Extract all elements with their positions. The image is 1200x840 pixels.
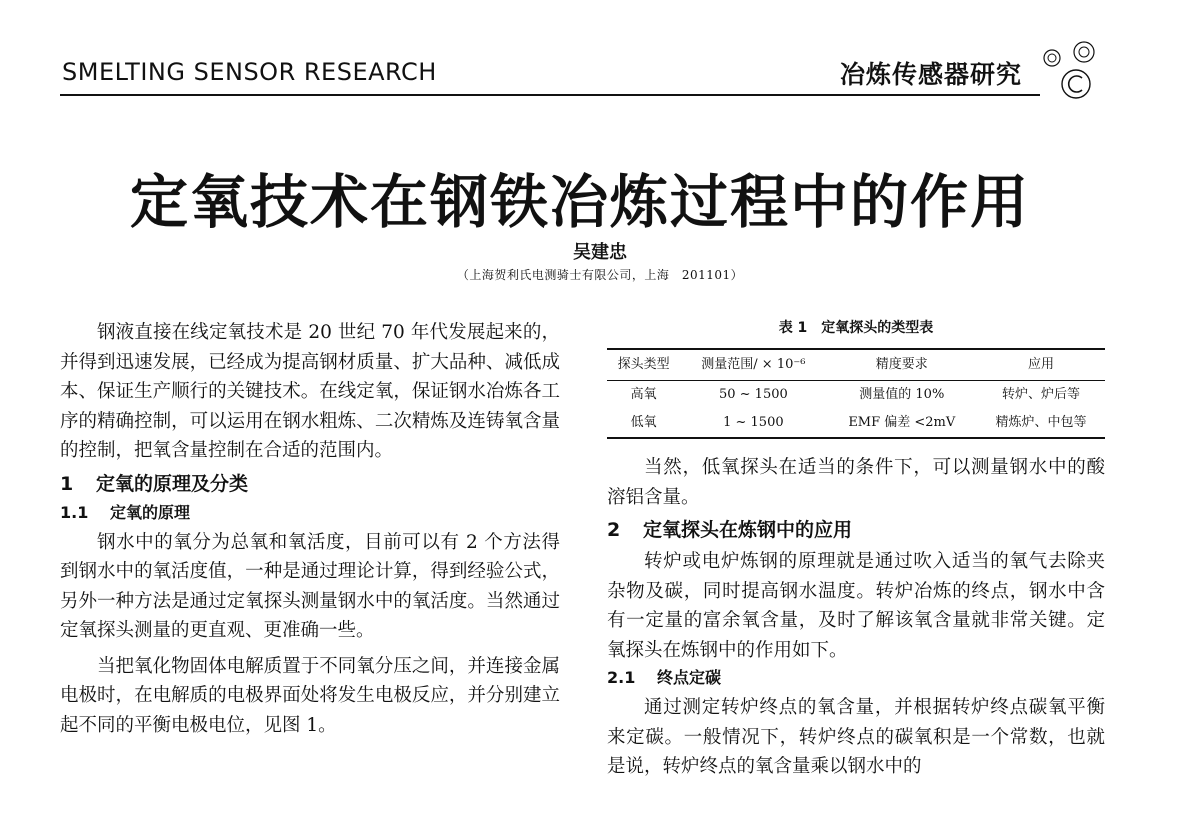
subsection-heading <box>607 666 1105 690</box>
section-number: 1 <box>60 472 74 495</box>
subsection-title: 定氧的原理 <box>110 502 191 522</box>
table-header-cell: 精度要求 <box>827 349 977 381</box>
table-header-cell: 测量范围/ × 10⁻⁶ <box>680 349 826 381</box>
author-affiliation: （上海贺利氏电测骑士有限公司，上海 201101） <box>456 268 744 282</box>
probe-type-table <box>607 348 1105 439</box>
table-cell: 高氧 <box>630 387 657 402</box>
table-cell: 低氧 <box>630 415 657 430</box>
journal-logo-icon <box>1038 40 1102 104</box>
table-cell: 测量值的 10% <box>859 387 945 402</box>
running-header-english: SMELTING SENSOR RESEARCH <box>62 58 437 86</box>
left-column <box>60 318 560 740</box>
table-header-cell: 应用 <box>977 349 1105 381</box>
author-name: 吴建忠 <box>573 242 627 263</box>
body-paragraph: 当然，低氧探头在适当的条件下，可以测量钢水中的酸溶铝含量。 <box>607 457 1105 508</box>
section-title: 定氧探头在炼钢中的应用 <box>643 519 853 541</box>
table-header-row <box>607 349 1105 381</box>
header-rule <box>60 94 1040 96</box>
subsection-number: 1.1 <box>60 502 89 522</box>
table-cell: EMF 偏差 <2mV <box>848 415 956 430</box>
body-paragraph: 转炉或电炉炼钢的原理就是通过吹入适当的氧气去除夹杂物及碳，同时提高钢水温度。转炉冶炼的终点，钢水中含有一定量的富余氧含量，及时了解该氧含量就非常关键。定氧探头在炼钢中的作用如下。 <box>607 551 1105 661</box>
subsection-number: 2.1 <box>607 668 636 687</box>
section-number: 2 <box>607 519 621 541</box>
table-cell: 转炉、炉后等 <box>1001 387 1080 402</box>
body-paragraph: 通过测定转炉终点的氧含量，并根据转炉终点碳氧平衡来定碳。一般情况下，转炉终点的碳氧积是一个常数，也就是说，转炉终点的氧含量乘以钢水中的 <box>607 697 1105 777</box>
table-header-cell: 探头类型 <box>607 349 680 381</box>
subsection-title: 终点定碳 <box>657 668 722 687</box>
running-header-chinese: 冶炼传感器研究 <box>840 60 1023 89</box>
table-cell: 50 ~ 1500 <box>718 387 788 402</box>
table-row <box>607 409 1105 438</box>
body-paragraph: 钢水中的氧分为总氧和氧活度，目前可以有 2 个方法得到钢水中的氧活度值，一种是通过理论计算，得到经验公式，另外一种方法是通过定氧探头测量钢水中的氧活度。当然通过定氧探头测量的更直观、更准确一些。 <box>60 531 560 641</box>
table-cell: 1 ~ 1500 <box>723 415 784 430</box>
section-title: 定氧的原理及分类 <box>96 472 249 495</box>
table-caption: 表 1 定氧探头的类型表 <box>778 320 934 336</box>
body-paragraph: 当把氧化物固体电解质置于不同氧分压之间，并连接金属电极时，在电解质的电极界面处将发生电极反应，并分别建立起不同的平衡电极电位，见图 1。 <box>60 655 560 736</box>
intro-paragraph: 钢液直接在线定氧技术是 20 世纪 70 年代发展起来的，并得到迅速发展，已经成为提高钢材质量、扩大品种、减低成本、保证生产顺行的关键技术。在线定氧，保证钢水冶炼各工序的精确控制，可以运用在钢水粗炼、二次精炼及连铸氧含量的控制，把氧含量控制在合适的范围内。 <box>60 322 560 461</box>
table-cell: 精炼炉、中包等 <box>995 415 1087 430</box>
table-row <box>607 381 1105 410</box>
section-heading <box>607 515 1105 545</box>
right-column <box>607 318 1105 782</box>
section-heading <box>60 469 560 499</box>
article-title: 定氧技术在钢铁冶炼过程中的作用 <box>129 168 1030 236</box>
subsection-heading <box>60 501 560 525</box>
